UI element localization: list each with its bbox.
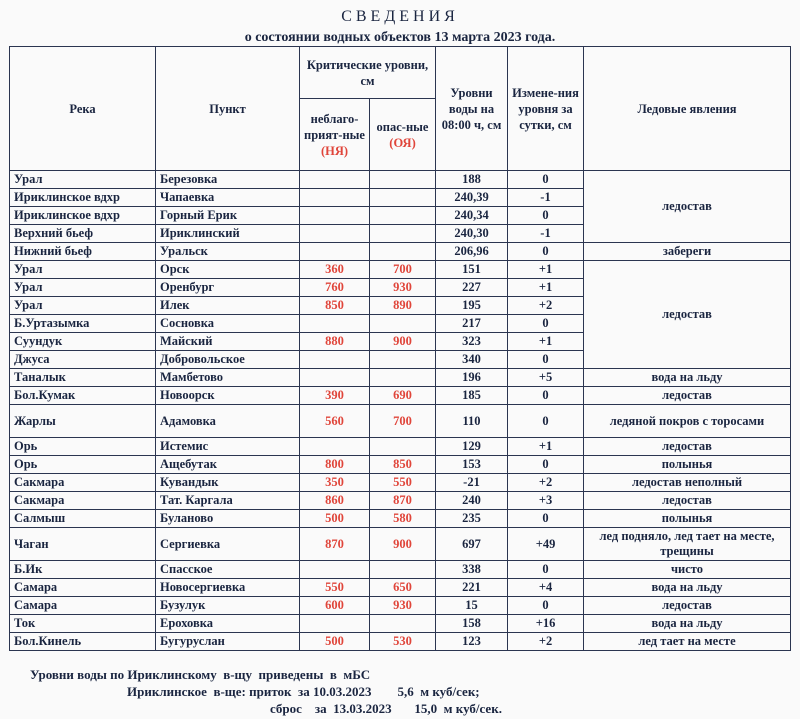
table-row: [10, 528, 791, 561]
header-level-change: Измене-ния уровня за сутки, см: [508, 47, 584, 171]
cell-oya: 890: [370, 297, 436, 315]
cell-water-level: 235: [436, 510, 508, 528]
cell-oya: 700: [370, 405, 436, 438]
cell-nya: 360: [300, 261, 370, 279]
cell-water-level: 15: [436, 597, 508, 615]
cell-water-level: 340: [436, 351, 508, 369]
cell-point: Сергиевка: [156, 528, 300, 561]
cell-ice-phenomena: ледостав: [584, 597, 791, 615]
cell-point: Горный Ерик: [156, 207, 300, 225]
cell-river: Ириклинское вдхр: [10, 189, 156, 207]
cell-river: Верхний бьеф: [10, 225, 156, 243]
cell-level-change: 0: [508, 456, 584, 474]
cell-point: Орск: [156, 261, 300, 279]
cell-ice-phenomena: полынья: [584, 510, 791, 528]
cell-nya: [300, 243, 370, 261]
cell-oya: 700: [370, 261, 436, 279]
cell-level-change: 0: [508, 387, 584, 405]
cell-water-level: 195: [436, 297, 508, 315]
cell-ice-phenomena: ледяной покров с торосами: [584, 405, 791, 438]
cell-level-change: 0: [508, 510, 584, 528]
cell-level-change: +49: [508, 528, 584, 561]
cell-level-change: +2: [508, 297, 584, 315]
cell-level-change: 0: [508, 597, 584, 615]
header-nya-label: неблаго-прият-ные: [304, 111, 365, 142]
cell-river: Ириклинское вдхр: [10, 207, 156, 225]
cell-point: Истемис: [156, 438, 300, 456]
header-water-level: Уровни воды на 08:00 ч, см: [436, 47, 508, 171]
cell-level-change: +4: [508, 579, 584, 597]
cell-level-change: +1: [508, 261, 584, 279]
cell-level-change: 0: [508, 351, 584, 369]
cell-level-change: 0: [508, 315, 584, 333]
cell-ice-phenomena: ледостав неполный: [584, 474, 791, 492]
cell-nya: 850: [300, 297, 370, 315]
cell-nya: [300, 225, 370, 243]
cell-oya: [370, 207, 436, 225]
cell-ice-phenomena: ледостав: [584, 387, 791, 405]
cell-water-level: 697: [436, 528, 508, 561]
cell-river: Нижний бьеф: [10, 243, 156, 261]
cell-oya: [370, 351, 436, 369]
cell-water-level: 240: [436, 492, 508, 510]
table-row: [10, 261, 791, 279]
cell-point: Ащебутак: [156, 456, 300, 474]
header-point: Пункт: [156, 47, 300, 171]
cell-river: Таналык: [10, 369, 156, 387]
cell-level-change: +3: [508, 492, 584, 510]
cell-water-level: 221: [436, 579, 508, 597]
cell-oya: [370, 243, 436, 261]
cell-water-level: -21: [436, 474, 508, 492]
cell-nya: [300, 615, 370, 633]
cell-river: Орь: [10, 456, 156, 474]
cell-water-level: 188: [436, 171, 508, 189]
cell-level-change: 0: [508, 243, 584, 261]
cell-point: Добровольское: [156, 351, 300, 369]
document-subtitle: о состоянии водных объектов 13 марта 2023 года.: [244, 30, 556, 45]
header-ice-phenomena: Ледовые явления: [584, 47, 791, 171]
cell-point: Майский: [156, 333, 300, 351]
cell-level-change: 0: [508, 171, 584, 189]
cell-oya: 900: [370, 528, 436, 561]
cell-ice-phenomena: вода на льду: [584, 369, 791, 387]
cell-ice-phenomena: вода на льду: [584, 615, 791, 633]
cell-river: Сакмара: [10, 492, 156, 510]
cell-level-change: 0: [508, 207, 584, 225]
cell-ice-phenomena: вода на льду: [584, 579, 791, 597]
cell-level-change: 0: [508, 405, 584, 438]
cell-level-change: +5: [508, 369, 584, 387]
cell-water-level: 217: [436, 315, 508, 333]
cell-river: Джуса: [10, 351, 156, 369]
table-row: [10, 369, 791, 387]
cell-river: Салмыш: [10, 510, 156, 528]
cell-nya: 870: [300, 528, 370, 561]
table-row: [10, 597, 791, 615]
cell-nya: [300, 351, 370, 369]
cell-river: Чаган: [10, 528, 156, 561]
cell-point: Березовка: [156, 171, 300, 189]
cell-point: Спасское: [156, 561, 300, 579]
cell-river: Б.Уртазымка: [10, 315, 156, 333]
header-oya-label: опас-ные: [376, 119, 429, 134]
cell-oya: 690: [370, 387, 436, 405]
cell-nya: 560: [300, 405, 370, 438]
cell-nya: 500: [300, 510, 370, 528]
cell-oya: [370, 225, 436, 243]
table-row: [10, 456, 791, 474]
cell-nya: [300, 369, 370, 387]
cell-river: Бол.Кинель: [10, 633, 156, 651]
cell-oya: 930: [370, 597, 436, 615]
cell-point: Оренбург: [156, 279, 300, 297]
cell-point: Сосновка: [156, 315, 300, 333]
cell-oya: [370, 369, 436, 387]
cell-river: Самара: [10, 579, 156, 597]
cell-nya: 390: [300, 387, 370, 405]
cell-ice-phenomena: полынья: [584, 456, 791, 474]
cell-oya: [370, 171, 436, 189]
cell-water-level: 227: [436, 279, 508, 297]
cell-point: Буланово: [156, 510, 300, 528]
table-row: [10, 243, 791, 261]
cell-river: Самара: [10, 597, 156, 615]
table-row: [10, 387, 791, 405]
cell-nya: 860: [300, 492, 370, 510]
cell-oya: 580: [370, 510, 436, 528]
cell-river: Сакмара: [10, 474, 156, 492]
cell-point: Ероховка: [156, 615, 300, 633]
cell-river: Ток: [10, 615, 156, 633]
header-river: Река: [10, 47, 156, 171]
cell-point: Тат. Каргала: [156, 492, 300, 510]
cell-water-level: 123: [436, 633, 508, 651]
cell-level-change: +2: [508, 474, 584, 492]
cell-level-change: +1: [508, 333, 584, 351]
table-row: [10, 405, 791, 438]
header-nya-abbr: (НЯ): [320, 143, 349, 158]
cell-point: Бузулук: [156, 597, 300, 615]
cell-nya: [300, 561, 370, 579]
footer-note-discharge: сброс за 13.03.2023 15,0 м куб/сек.: [270, 701, 502, 716]
cell-river: Бол.Кумак: [10, 387, 156, 405]
cell-river: Урал: [10, 171, 156, 189]
cell-nya: 550: [300, 579, 370, 597]
cell-oya: 850: [370, 456, 436, 474]
cell-oya: 930: [370, 279, 436, 297]
cell-nya: 600: [300, 597, 370, 615]
cell-oya: [370, 315, 436, 333]
cell-nya: [300, 438, 370, 456]
cell-level-change: +1: [508, 438, 584, 456]
cell-point: Илек: [156, 297, 300, 315]
cell-river: Урал: [10, 279, 156, 297]
cell-water-level: 323: [436, 333, 508, 351]
cell-ice-phenomena: лед подняло, лед тает на месте, трещины: [584, 528, 791, 561]
table-row: [10, 474, 791, 492]
cell-ice-phenomena: ледостав: [584, 492, 791, 510]
cell-river: Урал: [10, 297, 156, 315]
cell-oya: 650: [370, 579, 436, 597]
water-bodies-table: [9, 46, 791, 651]
header-oya: [370, 99, 436, 171]
footer-note-inflow: Ириклинское в-ще: приток за 10.03.2023 5,6 м куб/сек;: [127, 684, 480, 699]
cell-water-level: 196: [436, 369, 508, 387]
cell-nya: 500: [300, 633, 370, 651]
cell-oya: 550: [370, 474, 436, 492]
table-body: [10, 171, 791, 651]
cell-oya: [370, 189, 436, 207]
cell-water-level: 151: [436, 261, 508, 279]
cell-oya: [370, 438, 436, 456]
cell-oya: [370, 561, 436, 579]
cell-river: Б.Ик: [10, 561, 156, 579]
cell-point: Новоорск: [156, 387, 300, 405]
cell-point: Уральск: [156, 243, 300, 261]
cell-nya: 800: [300, 456, 370, 474]
table-row: [10, 633, 791, 651]
cell-oya: 900: [370, 333, 436, 351]
cell-level-change: +1: [508, 279, 584, 297]
cell-river: Жарлы: [10, 405, 156, 438]
cell-oya: 870: [370, 492, 436, 510]
cell-nya: 350: [300, 474, 370, 492]
cell-ice-phenomena: ледостав: [584, 438, 791, 456]
cell-water-level: 110: [436, 405, 508, 438]
cell-level-change: +2: [508, 633, 584, 651]
cell-water-level: 240,30: [436, 225, 508, 243]
table-row: [10, 561, 791, 579]
cell-point: Ириклинский: [156, 225, 300, 243]
cell-level-change: +16: [508, 615, 584, 633]
table-row: [10, 615, 791, 633]
table-row: [10, 438, 791, 456]
cell-nya: [300, 315, 370, 333]
cell-point: Чапаевка: [156, 189, 300, 207]
footer-note-units: Уровни воды по Ириклинскому в-щу приведены в мБС: [30, 667, 371, 682]
cell-water-level: 129: [436, 438, 508, 456]
document-title: СВЕДЕНИЯ: [341, 8, 459, 25]
table-row: [10, 171, 791, 189]
cell-ice-phenomena: забереги: [584, 243, 791, 261]
cell-ice-phenomena: ледостав: [584, 261, 791, 369]
cell-water-level: 158: [436, 615, 508, 633]
cell-point: Кувандык: [156, 474, 300, 492]
table-row: [10, 510, 791, 528]
cell-point: Бугуруслан: [156, 633, 300, 651]
header-nya: [300, 99, 370, 171]
cell-level-change: -1: [508, 225, 584, 243]
table-row: [10, 579, 791, 597]
cell-nya: 760: [300, 279, 370, 297]
table-row: [10, 492, 791, 510]
header-critical-levels: Критические уровни, см: [300, 47, 436, 99]
cell-water-level: 206,96: [436, 243, 508, 261]
cell-point: Адамовка: [156, 405, 300, 438]
cell-level-change: 0: [508, 561, 584, 579]
cell-oya: 530: [370, 633, 436, 651]
cell-water-level: 185: [436, 387, 508, 405]
cell-nya: [300, 171, 370, 189]
cell-river: Суундук: [10, 333, 156, 351]
cell-water-level: 240,39: [436, 189, 508, 207]
cell-ice-phenomena: лед тает на месте: [584, 633, 791, 651]
cell-river: Орь: [10, 438, 156, 456]
cell-nya: [300, 189, 370, 207]
cell-level-change: -1: [508, 189, 584, 207]
cell-point: Мамбетово: [156, 369, 300, 387]
cell-ice-phenomena: ледостав: [584, 171, 791, 243]
cell-nya: 880: [300, 333, 370, 351]
cell-point: Новосергиевка: [156, 579, 300, 597]
cell-river: Урал: [10, 261, 156, 279]
cell-water-level: 240,34: [436, 207, 508, 225]
header-oya-abbr: (ОЯ): [389, 135, 416, 150]
cell-water-level: 338: [436, 561, 508, 579]
cell-water-level: 153: [436, 456, 508, 474]
cell-nya: [300, 207, 370, 225]
cell-oya: [370, 615, 436, 633]
cell-ice-phenomena: чисто: [584, 561, 791, 579]
